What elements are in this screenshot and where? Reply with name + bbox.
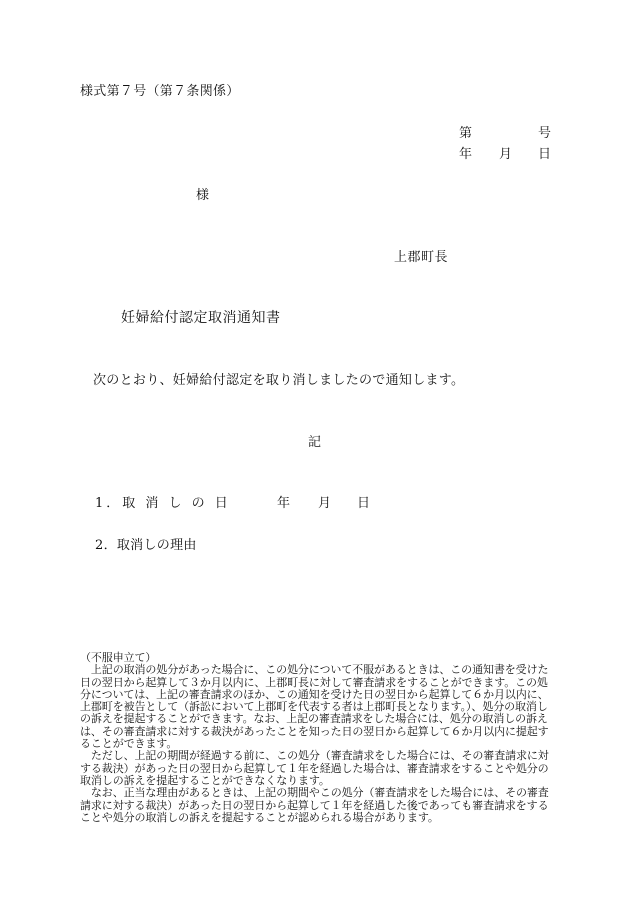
date-day: 日 (538, 147, 552, 162)
item-cancellation-reason-label: 2．取消しの理由 (95, 538, 197, 553)
appeal-paragraph-text: なお、正当な理由があるときは、上記の期間やこの処分（審査請求をした場合には、その審査請求に対する裁決）があった日の翌日から起算して１年を経過した後であっても審査請求をすることや処分の取消しの訴えを提起することが認められる場合があります。 (80, 786, 549, 824)
date-month: 月 (499, 147, 513, 162)
ki-marker: 記 (308, 435, 322, 450)
form-label: 様式第７号（第７条関係） (80, 84, 240, 99)
item-cancellation-month: 月 (318, 496, 332, 511)
document-title: 妊婦給付認定取消通知書 (121, 310, 281, 326)
body-text: 次のとおり、妊婦給付認定を取り消しましたので通知します。 (93, 373, 465, 388)
recipient-honorific: 様 (196, 188, 210, 203)
document-number-suffix: 号 (538, 126, 552, 141)
item-cancellation-date-label: 1．取 消 し の 日 (95, 496, 231, 511)
appeal-heading: （不服申立て） (80, 651, 157, 664)
appeal-notice (80, 652, 550, 824)
appeal-paragraph (80, 664, 550, 750)
date-year: 年 (459, 147, 473, 162)
appeal-paragraph-text: ただし、上記の期間が経過する前に、この処分（審査請求をした場合には、その審査請求に対する裁決）があった日の翌日から起算して１年を経過した場合は、審査請求をすることや処分の取消しの訴えを提起することができなくなります。 (80, 749, 549, 787)
item-cancellation-year: 年 (277, 496, 291, 511)
appeal-paragraph (80, 750, 550, 787)
issuer-name: 上郡町長 (394, 250, 449, 265)
item-cancellation-day: 日 (357, 496, 371, 511)
document-number-prefix: 第 (459, 126, 473, 141)
appeal-paragraph (80, 787, 550, 824)
appeal-paragraph-text: 上記の取消の処分があった場合に、この処分について不服があるときは、この通知書を受けた日の翌日から起算して３か月以内に、上郡町長に対して審査請求をすることができます。この処分については、上記の審査請求のほか、この通知を受けた日の翌日から起算して６か月以内に、上郡町を被告として（訴訟において上郡町を代表する者は上郡町長となります。）、処分の取消しの訴えを提起することができます。なお、上記の審査請求をした場合には、処分の取消しの訴えは、その審査請求に対する裁決があったことを知った日の翌日から起算して６か月以内に提起することができます。 (80, 663, 549, 751)
